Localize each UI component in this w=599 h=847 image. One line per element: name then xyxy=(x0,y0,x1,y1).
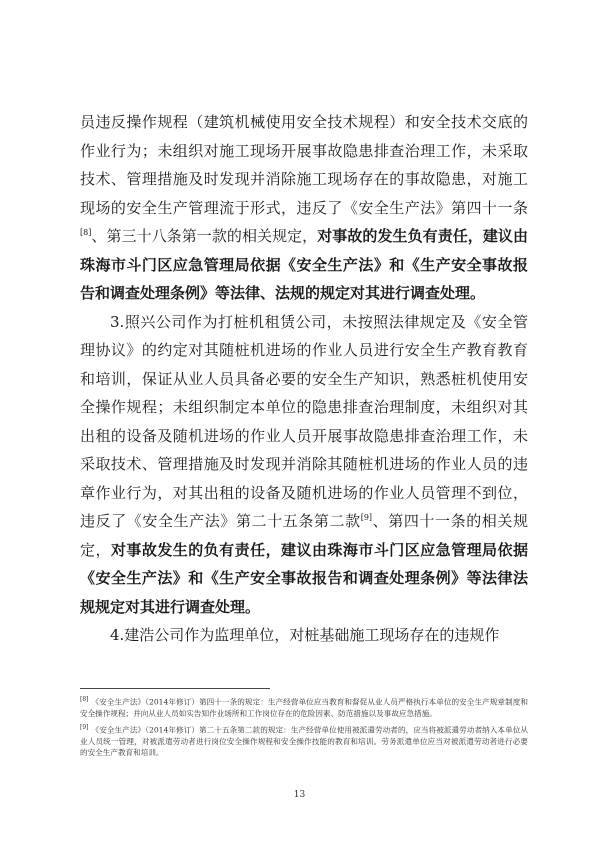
footnote-marker: [8] xyxy=(80,696,89,703)
footnote-ref[interactable]: [8] xyxy=(80,228,92,237)
paragraph-text: 3.照兴公司作为打桩机租赁公司，未按照法律规定及《安全管理协议》的约定对其随桩机进场的作业人员进行安全生产教育教育和培训，保证从业人员具备必要的安全生产知识，熟悉桩机使用安全操作规程；未组织制定本单位的隐患排查治理制度，未组织对其出租的设备及随机进场的作业人员开展事故隐患排查治理工作，未采取技术、管理措施及时发现并消除其随桩机进场的作业人员的违章作业行为，对其出租的设备及随机进场的作业人员管理不到位，违反了《安全生产法》第二十五条第二款 xyxy=(80,312,528,530)
body-text xyxy=(80,108,528,650)
paragraph-text: 、第三十八条第一款的相关规定， xyxy=(91,227,318,245)
footnotes xyxy=(80,694,528,761)
paragraph-text: 员违反操作规程（建筑机械使用安全技术规程）和安全技术交底的作业行为；未组织对施工现场开展事故隐患排查治理工作，未采取技术、管理措施及时发现并消除施工现场存在的事故隐患，对施工现场的安全生产管理流于形式，违反了《安全生产法》第四十一条 xyxy=(80,113,528,217)
paragraph-text: 、第四十一条的相关规定， xyxy=(80,512,528,559)
paragraph-bold-text: 对事故发生的负有责任，建议由珠海市斗门区应急管理局依据《安全生产法》和《生产安全事故报告和调查处理条例》等法律法规规定对其进行调查处理。 xyxy=(80,540,528,616)
footnote-item xyxy=(80,722,528,759)
footnote-ref[interactable]: [9] xyxy=(360,513,373,522)
paragraph-4 xyxy=(80,621,528,650)
footnote-text: 《安全生产法》（2014年修订）第二十五条第二款的规定：生产经营单位使用被派遣劳动者的，应当将被派遣劳动者纳入本单位从业人员统一管理，对被派遣劳动者进行岗位安全操作规程和安全操作技能的教育和培训。劳务派遣单位应当对被派遣劳动者进行必要的安全生产教育和培训。 xyxy=(80,725,528,758)
page-number: 13 xyxy=(293,790,306,800)
footnote-text: 《安全生产法》（2014年修订）第四十一条的规定：生产经营单位应当教育和督促从业人员严格执行本单位的安全生产规章制度和安全操作规程；并向从业人员如实告知作业场所和工作岗位存在的危险因素、防范措施以及事故应急措施。 xyxy=(80,697,528,719)
footnote-item xyxy=(80,694,528,720)
paragraph-top xyxy=(80,108,528,308)
paragraph-text: 4.建浩公司作为监理单位，对桩基础施工现场存在的违规作 xyxy=(110,626,500,644)
paragraph-3 xyxy=(80,308,528,622)
paragraph-bold-text: 对事故的发生负有责任，建议由珠海市斗门区应急管理局依据《安全生产法》和《生产安全事故报告和调查处理条例》等法律、法规的规定对其进行调查处理。 xyxy=(80,227,528,302)
footnote-separator xyxy=(80,688,270,689)
footnote-marker: [9] xyxy=(80,723,89,731)
